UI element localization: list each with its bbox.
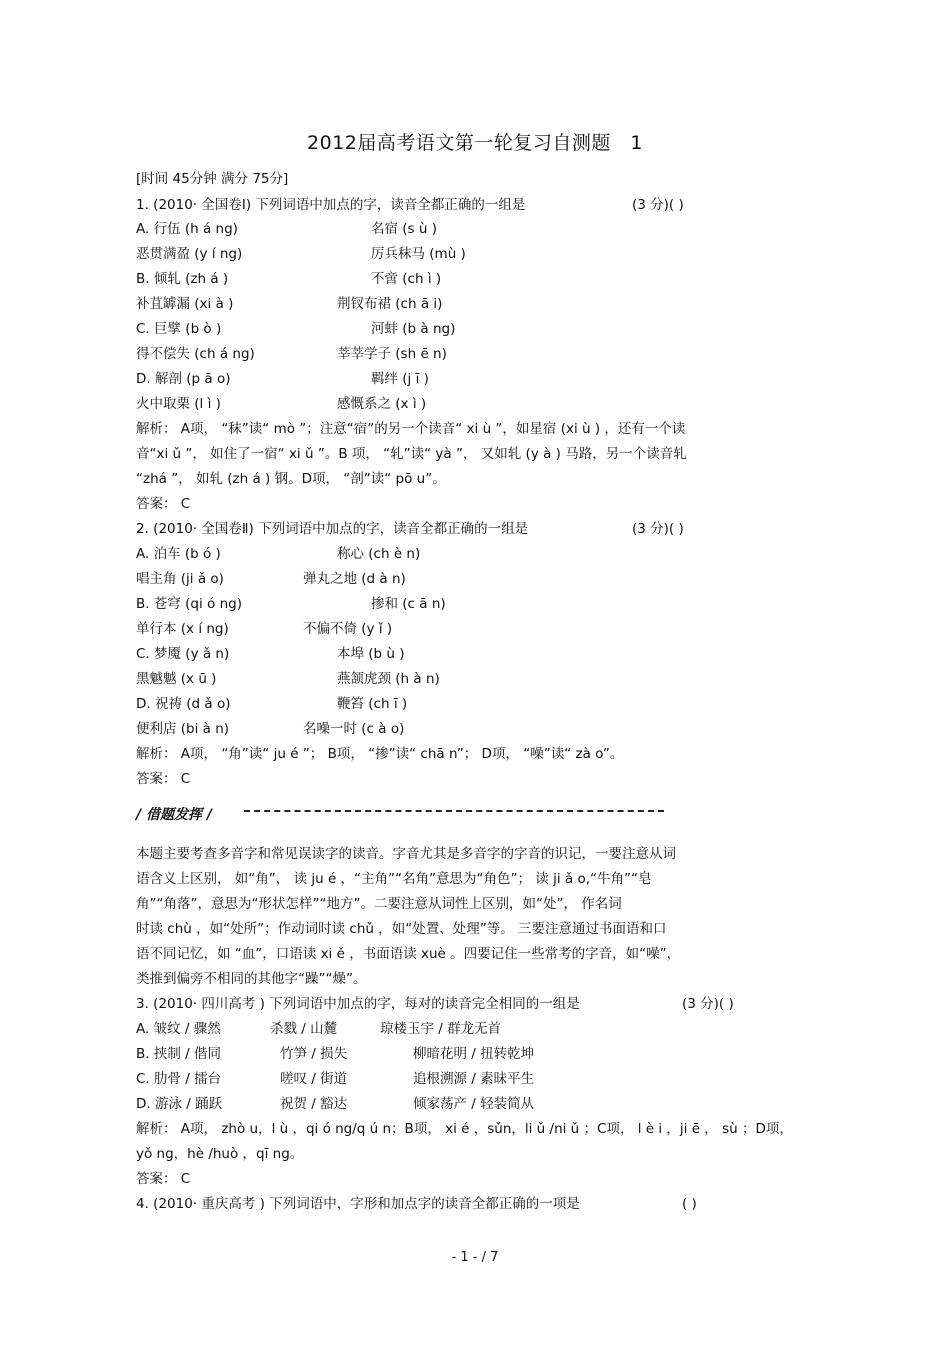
q3-option: 琼楼玉宇 / 群龙无首 [380,1021,502,1037]
q2-option: A. 泊车 (b ó ) [136,546,221,562]
section-banner: / 借题发挥 / [136,807,212,823]
q1-option: A. 行伍 (h á ng) [136,221,238,237]
q2-option: 燕颔虎颈 (h à n) [337,671,440,687]
q3-analysis-line: yǒ ng，hè /huò ，qī ng。 [136,1146,304,1162]
q2-analysis: 解析： A项， “角”读“ ju é ”； B项， “掺”读“ chā n”； D项， “噪”读“ zà o”。 [136,746,624,762]
q3-analysis-line: 解析： A项， zhò u，l ù ，qi ó ng/q ú n；B项， xi é ，sǔn，li ǔ /ni ǔ ；C项， l è i ，ji ē ， sù ；D项， [136,1121,793,1137]
q1-option: 河蚌 (b à ng) [371,321,456,337]
q1-option: C. 巨擘 (b ò ) [136,321,222,337]
q1-option: 莘莘学子 (sh ē n) [337,346,447,362]
note-line: 语不同记忆，如 “血”，口语读 xi ě ，书面语读 xuè 。四要记住一些常考的字音，如“噪”， [136,946,681,962]
question-1-score: (3 分)( ) [632,197,684,213]
q2-option: 弹丸之地 (d à n) [303,571,406,587]
q2-option: 不偏不倚 (y ǐ ) [303,621,393,637]
q1-option: 荆钗布裙 (ch ā i) [337,296,443,312]
q2-option: 唱主角 (ji ǎ o) [136,571,224,587]
note-line: 角”“角落”，意思为“形状怎样”“地方”。二要注意从词性上区别，如“处”， 作名词 [136,896,622,912]
q1-answer: 答案： C [136,496,191,512]
q1-option: 补苴罅漏 (xi à ) [136,296,234,312]
exam-meta: [时间 45分钟 满分 75分] [136,171,289,187]
q2-option: 称心 (ch è n) [337,546,421,562]
question-4-score: ( ) [682,1196,697,1212]
q3-option: 杀戮 / 山麓 [270,1021,338,1037]
q3-option: 柳暗花明 / 扭转乾坤 [413,1046,535,1062]
banner-dashed-rule [244,810,664,812]
q1-option: 羁绊 (j ī ) [371,371,429,387]
q2-option: 名噪一时 (c à o) [303,721,405,737]
q3-option: D. 游泳 / 踊跃 [136,1096,223,1112]
q1-option: 火中取栗 (l ì ) [136,396,221,412]
q3-option: A. 皱纹 / 骤然 [136,1021,221,1037]
question-4-stem: 4. (2010· 重庆高考 ) 下列词语中，字形和加点字的读音全都正确的一项是 [136,1196,580,1212]
q1-option: D. 解剖 (p ā o) [136,371,231,387]
q2-option: 鞭笞 (ch ī ) [337,696,408,712]
q1-option: 厉兵秣马 (mù ) [371,246,466,262]
q1-option: 得不偿失 (ch á ng) [136,346,255,362]
q2-option: 本埠 (b ù ) [337,646,405,662]
q2-option: B. 苍穹 (qi ó ng) [136,596,242,612]
q3-option: 追根溯源 / 素昧平生 [413,1071,535,1087]
q1-option: 不啻 (ch ì ) [371,271,442,287]
note-line: 类推到偏旁不相同的其他字“躁”“燥”。 [136,971,367,987]
q3-option: 倾家荡产 / 轻装简从 [413,1096,535,1112]
q1-option: B. 倾轧 (zh á ) [136,271,229,287]
page-title: 2012届高考语文第一轮复习自测题 1 [307,132,643,154]
question-3-stem: 3. (2010· 四川高考 ) 下列词语中加点的字，每对的读音完全相同的一组是 [136,996,580,1012]
q1-option: 名宿 (s ù ) [371,221,437,237]
q1-option: 感慨系之 (x ì ) [337,396,427,412]
question-1-stem: 1. (2010· 全国卷Ⅰ) 下列词语中加点的字，读音全都正确的一组是 [136,197,526,213]
q3-answer: 答案： C [136,1171,191,1187]
question-2-stem: 2. (2010· 全国卷Ⅱ) 下列词语中加点的字，读音全都正确的一组是 [136,521,529,537]
q1-analysis-line: 音“xi ǔ ”， 如住了一宿“ xi ǔ ”。B 项， “轧”读“ yà ”， 又如轧 (y à ) 马路，另一个读音轧 [136,446,687,462]
q1-analysis-line: 解析： A项， “秣”读“ mò ”；注意“宿”的另一个读音“ xi ù ”，如星宿 (xi ù ) ，还有一个读 [136,421,686,437]
q1-analysis-line: “zhá ”， 如轧 (zh á ) 钢。D项， “剖”读“ pō u”。 [136,471,446,487]
q2-option: C. 梦魇 (y ǎ n) [136,646,230,662]
q2-option: 便利店 (bi à n) [136,721,230,737]
q3-option: C. 肋骨 / 擂台 [136,1071,222,1087]
q2-option: D. 祝祷 (d ǎ o) [136,696,231,712]
q3-option: 竹笋 / 损失 [280,1046,348,1062]
q3-option: 祝贺 / 豁达 [280,1096,348,1112]
question-3-score: (3 分)( ) [682,996,734,1012]
page-number: - 1 - / 7 [451,1250,499,1265]
q2-option: 掺和 (c ā n) [371,596,446,612]
note-line: 语含义上区别， 如“角”， 读 ju é ，“主角”“名角”意思为“角色”； 读 ji ǎ o,“牛角”“皂 [136,871,652,887]
note-line: 本题主要考查多音字和常见误读字的读音。字音尤其是多音字的字音的识记，一要注意从词 [136,846,676,862]
q3-option: B. 挟制 / 偕同 [136,1046,221,1062]
note-line: 时读 chù ，如“处所”；作动词时读 chǔ ，如“处置、处理”等。 三要注意通过书面语和口 [136,921,667,937]
q2-option: 单行本 (x í ng) [136,621,229,637]
q3-option: 嗟叹 / 街道 [280,1071,348,1087]
q2-answer: 答案： C [136,771,191,787]
q2-option: 黑魆魆 (x ū ) [136,671,217,687]
q1-option: 恶贯满盈 (y í ng) [136,246,243,262]
question-2-score: (3 分)( ) [632,521,684,537]
